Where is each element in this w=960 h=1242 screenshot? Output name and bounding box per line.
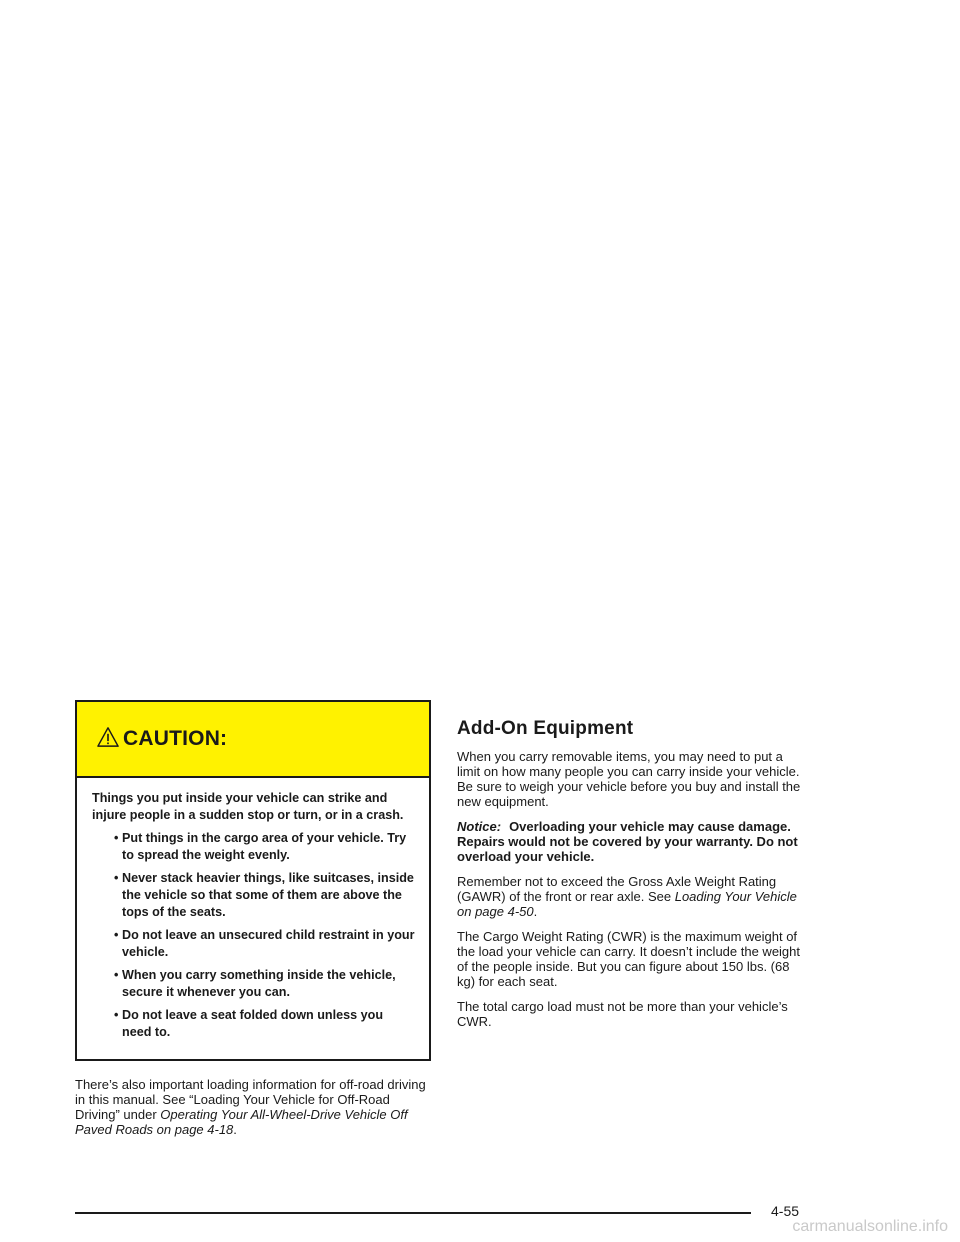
bullet-icon: •	[114, 871, 119, 885]
caution-body	[77, 778, 429, 1059]
bullet-icon: •	[114, 831, 119, 845]
bullet-icon: •	[114, 928, 119, 942]
warning-triangle-icon	[97, 726, 119, 748]
caution-list-item: • Do not leave an unsecured child restraint in your vehicle.	[114, 928, 415, 959]
loading-reference-link[interactable]: Loading Your Vehicle on page 4-50	[457, 889, 797, 919]
cwr-paragraph: The Cargo Weight Rating (CWR) is the maximum weight of the load your vehicle can carry. It doesn’t include the weight of the people inside. But you can figure about 150 lbs. (68 kg) for each seat.	[457, 929, 801, 989]
caution-box	[75, 700, 431, 1061]
notice-text: Overloading your vehicle may cause damage. Repairs would not be covered by your warranty. Do not overload your vehicle.	[457, 819, 798, 864]
gawr-paragraph: Remember not to exceed the Gross Axle Weight Rating (GAWR) of the front or rear axle. See Loading Your Vehicle on page 4-50.	[457, 874, 797, 919]
caution-list-item: • When you carry something inside the vehicle, secure it whenever you can.	[114, 968, 396, 999]
notice-paragraph	[457, 819, 807, 864]
caution-list-item: • Never stack heavier things, like suitcases, inside the vehicle so that some of them are above the tops of the seats.	[114, 871, 414, 919]
section-heading: Add-On Equipment	[457, 718, 634, 739]
caution-title: CAUTION:	[123, 727, 228, 750]
caution-intro: Things you put inside your vehicle can strike and injure people in a sudden stop or turn, or in a crash.	[92, 791, 404, 822]
caution-list	[92, 830, 415, 1041]
add-on-intro-paragraph: When you carry removable items, you may need to put a limit on how many people you can carry inside your vehicle. Be sure to weigh your vehicle before you buy and install the new equipment.	[457, 749, 801, 809]
watermark: carmanualsonline.info	[792, 1218, 948, 1235]
footer-rule	[75, 1212, 751, 1214]
cargo-load-paragraph: The total cargo load must not be more than your vehicle’s CWR.	[457, 999, 788, 1029]
caution-header	[77, 702, 429, 778]
left-column	[75, 700, 431, 1137]
caution-list-item: • Put things in the cargo area of your vehicle. Try to spread the weight evenly.	[114, 831, 407, 862]
right-column	[457, 718, 807, 1039]
caution-list-item: • Do not leave a seat folded down unless you need to.	[114, 1008, 384, 1039]
notice-label: Notice:	[457, 819, 502, 834]
bullet-icon: •	[114, 1008, 119, 1022]
off-road-paragraph: There’s also important loading information for off-road driving in this manual. See “Loading Your Vehicle for Off-Road Driving” under Operating Your All-Wheel-Drive Vehicle Off Paved Roads on page 4-18.	[75, 1077, 426, 1137]
bullet-icon: •	[114, 968, 119, 982]
off-road-reference-link[interactable]: Operating Your All-Wheel-Drive Vehicle Off Paved Roads on page 4-18	[75, 1107, 408, 1137]
page-number: 4-55	[771, 1203, 800, 1219]
